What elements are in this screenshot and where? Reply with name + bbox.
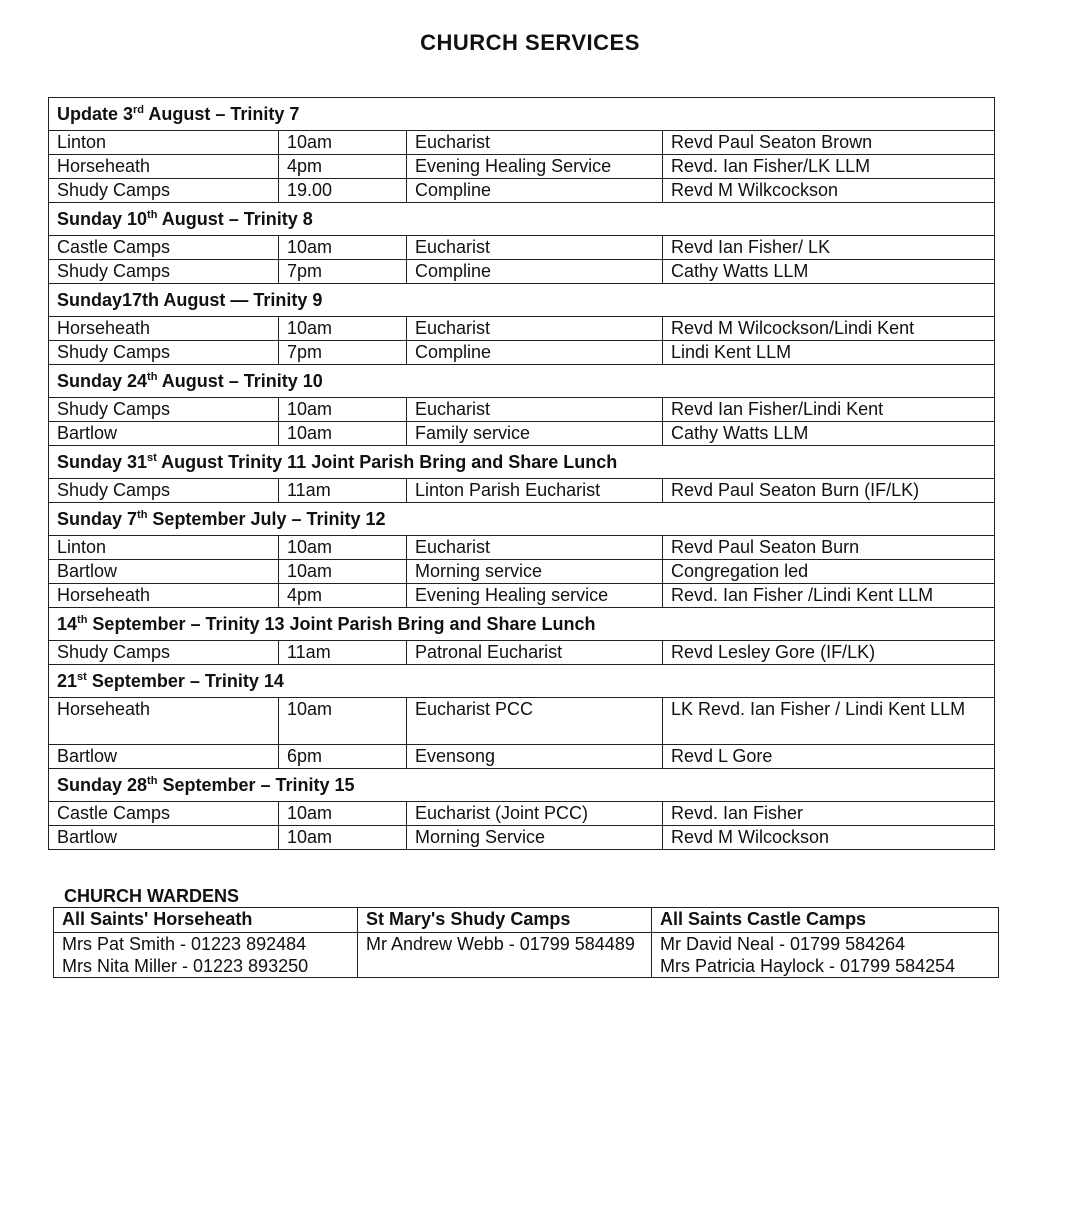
section-header-row [49, 665, 995, 698]
ordinal-suffix: th [147, 775, 158, 787]
service-time: 10am [279, 131, 407, 155]
section-heading-text: 14 [57, 614, 78, 634]
service-location: Horseheath [49, 698, 279, 745]
service-time: 11am [279, 641, 407, 665]
service-time: 19.00 [279, 179, 407, 203]
service-type: Compline [407, 260, 663, 284]
service-time: 4pm [279, 584, 407, 608]
section-heading [49, 365, 995, 398]
service-type: Eucharist PCC [407, 698, 663, 745]
service-row [49, 236, 995, 260]
service-row [49, 341, 995, 365]
service-time: 11am [279, 479, 407, 503]
service-type: Compline [407, 341, 663, 365]
service-officiant: Revd L Gore [663, 745, 995, 769]
service-type: Evening Healing Service [407, 155, 663, 179]
service-time: 10am [279, 236, 407, 260]
section-header-row [49, 446, 995, 479]
service-type: Eucharist [407, 398, 663, 422]
wardens-table [53, 907, 999, 978]
section-header-row [49, 284, 995, 317]
service-type: Compline [407, 179, 663, 203]
wardens-horseheath-contacts [54, 933, 358, 978]
service-time: 7pm [279, 341, 407, 365]
section-heading-text: September – Trinity 15 [157, 775, 355, 795]
service-time: 10am [279, 698, 407, 745]
wardens-shudy-camps-contacts: Mr Andrew Webb - 01799 584489 [358, 933, 652, 978]
service-type: Morning Service [407, 826, 663, 850]
service-row [49, 398, 995, 422]
ordinal-suffix: th [147, 371, 158, 383]
service-officiant: Revd. Ian Fisher/LK LLM [663, 155, 995, 179]
service-officiant: Revd Ian Fisher/Lindi Kent [663, 398, 995, 422]
service-row [49, 641, 995, 665]
section-heading-text: August – Trinity 7 [144, 104, 300, 124]
ordinal-suffix: th [137, 509, 148, 521]
service-row [49, 826, 995, 850]
service-type: Linton Parish Eucharist [407, 479, 663, 503]
service-type: Eucharist [407, 131, 663, 155]
service-type: Evensong [407, 745, 663, 769]
ordinal-suffix: st [77, 671, 87, 683]
service-location: Shudy Camps [49, 341, 279, 365]
service-officiant: Revd M Wilcockson/Lindi Kent [663, 317, 995, 341]
service-location: Linton [49, 536, 279, 560]
section-header-row [49, 608, 995, 641]
section-heading-text: September – Trinity 14 [86, 671, 284, 691]
service-type: Eucharist [407, 317, 663, 341]
section-heading [49, 665, 995, 698]
service-time: 10am [279, 802, 407, 826]
service-type: Morning service [407, 560, 663, 584]
ordinal-suffix: th [147, 209, 158, 221]
service-location: Bartlow [49, 422, 279, 446]
service-type: Eucharist [407, 236, 663, 260]
section-header-row [49, 503, 995, 536]
section-header-row [49, 365, 995, 398]
service-location: Horseheath [49, 584, 279, 608]
ordinal-suffix: st [147, 452, 157, 464]
section-heading [49, 284, 995, 317]
service-time: 10am [279, 317, 407, 341]
service-location: Shudy Camps [49, 260, 279, 284]
service-row [49, 260, 995, 284]
service-row [49, 584, 995, 608]
service-time: 10am [279, 826, 407, 850]
wardens-header-shudy-camps: St Mary's Shudy Camps [358, 908, 652, 933]
service-row [49, 698, 995, 745]
section-heading [49, 503, 995, 536]
ordinal-suffix: rd [133, 104, 145, 116]
warden-contact: Mr David Neal - 01799 584264 [660, 934, 906, 954]
service-location: Shudy Camps [49, 179, 279, 203]
section-heading-text: 21 [57, 671, 78, 691]
section-heading [49, 446, 995, 479]
service-time: 4pm [279, 155, 407, 179]
section-heading-text: August – Trinity 10 [157, 371, 323, 391]
page-title: CHURCH SERVICES [420, 30, 640, 55]
section-heading-text: September July – Trinity 12 [147, 509, 386, 529]
service-location: Castle Camps [49, 236, 279, 260]
service-type: Family service [407, 422, 663, 446]
service-officiant: Revd. Ian Fisher [663, 802, 995, 826]
section-heading-text: Update 3 [57, 104, 134, 124]
section-heading [49, 203, 995, 236]
service-time: 7pm [279, 260, 407, 284]
warden-contact: Mrs Nita Miller - 01223 893250 [62, 956, 309, 976]
section-heading [49, 98, 995, 131]
service-row [49, 802, 995, 826]
service-time: 10am [279, 560, 407, 584]
services-table [48, 97, 995, 850]
service-row [49, 155, 995, 179]
service-type: Evening Healing service [407, 584, 663, 608]
section-heading-text: Sunday 28 [57, 775, 148, 795]
service-location: Bartlow [49, 745, 279, 769]
section-heading-text: August Trinity 11 Joint Parish Bring and Share Lunch [156, 452, 618, 472]
service-officiant: Revd. Ian Fisher /Lindi Kent LLM [663, 584, 995, 608]
service-type: Patronal Eucharist [407, 641, 663, 665]
wardens-header-castle-camps: All Saints Castle Camps [652, 908, 999, 933]
service-location: Horseheath [49, 155, 279, 179]
service-location: Shudy Camps [49, 479, 279, 503]
section-heading [49, 608, 995, 641]
service-officiant: Congregation led [663, 560, 995, 584]
service-row [49, 131, 995, 155]
service-location: Bartlow [49, 560, 279, 584]
service-officiant: LK Revd. Ian Fisher / Lindi Kent LLM [663, 698, 995, 745]
service-officiant: Revd M Wilcockson [663, 826, 995, 850]
service-location: Bartlow [49, 826, 279, 850]
service-row [49, 317, 995, 341]
wardens-title: CHURCH WARDENS [64, 886, 239, 906]
service-row [49, 560, 995, 584]
service-location: Shudy Camps [49, 641, 279, 665]
section-header-row [49, 769, 995, 802]
section-heading-text: Sunday 10 [57, 209, 148, 229]
ordinal-suffix: th [77, 614, 88, 626]
section-heading-text: Sunday 7 [57, 509, 138, 529]
service-row [49, 179, 995, 203]
section-header-row [49, 203, 995, 236]
section-heading-text: September – Trinity 13 Joint Parish Bring and Share Lunch [87, 614, 596, 634]
wardens-castle-camps-contacts [652, 933, 999, 978]
warden-contact: Mrs Pat Smith - 01223 892484 [62, 934, 307, 954]
service-officiant: Cathy Watts LLM [663, 422, 995, 446]
service-officiant: Revd Paul Seaton Brown [663, 131, 995, 155]
section-header-row [49, 98, 995, 131]
service-row [49, 745, 995, 769]
service-location: Shudy Camps [49, 398, 279, 422]
service-row [49, 479, 995, 503]
service-location: Horseheath [49, 317, 279, 341]
service-officiant: Revd Ian Fisher/ LK [663, 236, 995, 260]
service-location: Linton [49, 131, 279, 155]
service-officiant: Revd Paul Seaton Burn [663, 536, 995, 560]
wardens-header-row [54, 908, 999, 933]
service-type: Eucharist (Joint PCC) [407, 802, 663, 826]
service-officiant: Revd Paul Seaton Burn (IF/LK) [663, 479, 995, 503]
wardens-header-horseheath: All Saints' Horseheath [54, 908, 358, 933]
warden-contact: Mrs Patricia Haylock - 01799 584254 [660, 956, 956, 976]
service-officiant: Revd M Wilkcockson [663, 179, 995, 203]
section-heading-text: Sunday17th August — Trinity 9 [57, 290, 323, 310]
service-time: 10am [279, 422, 407, 446]
service-time: 10am [279, 536, 407, 560]
service-time: 6pm [279, 745, 407, 769]
service-row [49, 536, 995, 560]
section-heading-text: August – Trinity 8 [157, 209, 313, 229]
service-time: 10am [279, 398, 407, 422]
service-officiant: Lindi Kent LLM [663, 341, 995, 365]
wardens-contacts-row [54, 933, 999, 978]
section-heading-text: Sunday 24 [57, 371, 148, 391]
section-heading [49, 769, 995, 802]
service-officiant: Revd Lesley Gore (IF/LK) [663, 641, 995, 665]
service-row [49, 422, 995, 446]
service-type: Eucharist [407, 536, 663, 560]
service-location: Castle Camps [49, 802, 279, 826]
service-officiant: Cathy Watts LLM [663, 260, 995, 284]
section-heading-text: Sunday 31 [57, 452, 148, 472]
